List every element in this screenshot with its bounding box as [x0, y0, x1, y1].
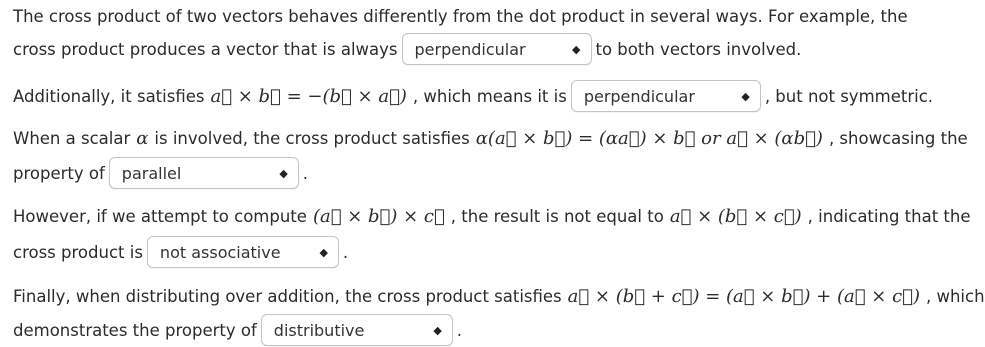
p4-text-d: cross product is — [13, 242, 143, 262]
p4-text-a: However, if we attempt to compute — [13, 206, 307, 226]
distributive-select[interactable] — [261, 314, 453, 346]
p4-math-2: a⃗ × (b⃗ × c⃗) — [669, 205, 802, 227]
p4-text-e: . — [342, 242, 349, 262]
p1-line1 — [13, 0, 908, 32]
p2-text-a: Additionally, it satisfies — [13, 86, 205, 106]
p1-line2 — [13, 33, 801, 65]
associativity-select[interactable] — [147, 236, 339, 268]
p2-line — [13, 80, 933, 112]
p5-text-c: demonstrates the property of — [13, 320, 257, 340]
parallel-select[interactable] — [109, 157, 299, 189]
p4-text-c: , indicating that the — [807, 206, 971, 226]
p5-text-a: Finally, when distributing over addition, the cross product satisfies — [13, 286, 562, 306]
select-value: parallel — [121, 163, 182, 183]
perpendicular-select-2[interactable] — [571, 80, 761, 112]
p4-text-b: , the result is not equal to — [450, 206, 664, 226]
select-value: perpendicular — [414, 39, 526, 59]
p5-line2 — [13, 314, 462, 346]
p4-line1 — [13, 200, 971, 232]
alpha-symbol: α — [136, 127, 149, 149]
p3-line2 — [13, 157, 308, 189]
p4-line2 — [13, 236, 348, 268]
p5-line1 — [13, 280, 985, 312]
perpendicular-select-1[interactable] — [402, 33, 592, 65]
p5-math: a⃗ × (b⃗ + c⃗) = (a⃗ × b⃗) + (a⃗ × c⃗) — [567, 285, 920, 307]
p3-text-e: . — [302, 163, 309, 183]
p3-line1 — [13, 122, 968, 154]
p2-text-b: , which means it is — [412, 86, 567, 106]
up-down-chevron-icon: ◆ — [279, 166, 288, 180]
up-down-chevron-icon: ◆ — [572, 42, 581, 56]
select-value: not associative — [159, 242, 281, 262]
p1-text-b: to both vectors involved. — [595, 39, 802, 59]
up-down-chevron-icon: ◆ — [741, 89, 750, 103]
p3-text-c: , showcasing the — [828, 128, 968, 148]
p1-text: The cross product of two vectors behaves differently from the dot product in several ways. For example, the — [13, 6, 908, 26]
p3-text-b: is involved, the cross product satisfies — [154, 128, 470, 148]
up-down-chevron-icon: ◆ — [319, 245, 328, 259]
up-down-chevron-icon: ◆ — [433, 323, 442, 337]
select-value: distributive — [273, 320, 365, 340]
p5-text-d: . — [456, 320, 463, 340]
p3-text-d: property of — [13, 163, 105, 183]
p3-text-a: When a scalar — [13, 128, 131, 148]
p3-math: α(a⃗ × b⃗) = (αa⃗) × b⃗ or a⃗ × (αb⃗) — [475, 127, 823, 149]
select-value: perpendicular — [583, 86, 695, 106]
p1-text-a: cross product produces a vector that is always — [13, 39, 398, 59]
p2-math: a⃗ × b⃗ = −(b⃗ × a⃗) — [210, 85, 407, 107]
p4-math-1: (a⃗ × b⃗) × c⃗ — [312, 205, 445, 227]
p2-text-c: , but not symmetric. — [764, 86, 934, 106]
p5-text-b: , which — [925, 286, 985, 306]
